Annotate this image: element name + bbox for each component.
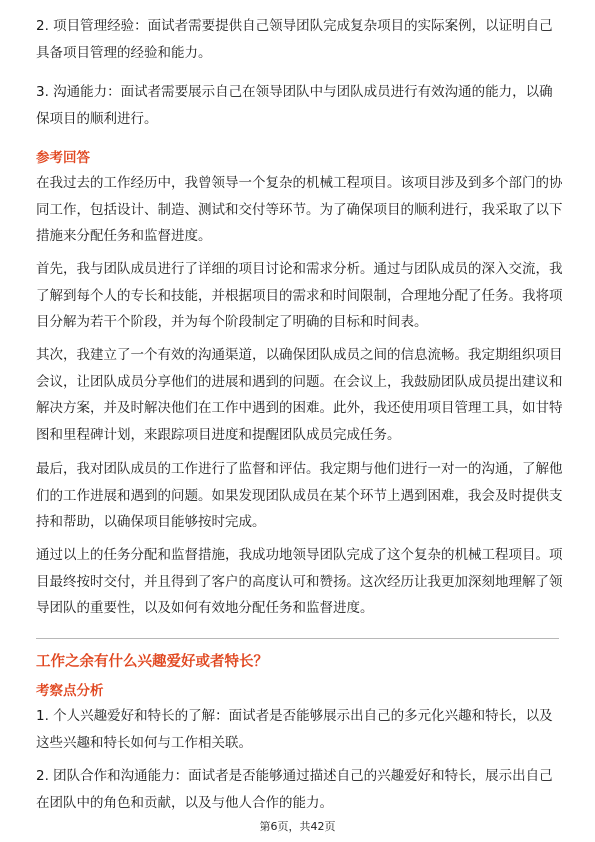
question-title: 工作之余有什么兴趣爱好或者特长？ <box>36 654 268 670</box>
page-number: 第6页，共42页 <box>259 820 336 833</box>
answer-paragraph-3: 其次，我建立了一个有效的沟通渠道，以确保团队成员之间的信息流畅。我定期组织项目会议，让团队成员分享他们的进展和遇到的问题。在会议上，我鼓励团队成员提出建议和解决方案，并及时解决他们在工作中遇到的困难。此外，我还使用项目管理工具，如甘特图和里程碑计划，来跟踪项目进度和提醒团队成员完成任务。 <box>36 347 563 443</box>
section-divider <box>36 638 559 639</box>
answer-paragraph-4: 最后，我对团队成员的工作进行了监督和评估。我定期与他们进行一对一的沟通，了解他们的工作进展和遇到的问题。如果发现团队成员在某个环节上遇到困难，我会及时提供支持和帮助，以确保项目能够按时完成。 <box>36 461 563 531</box>
criteria-item-3: 3. 沟通能力：面试者需要展示自己在领导团队中与团队成员进行有效沟通的能力，以确保项目的顺利进行。 <box>36 84 553 127</box>
answer-paragraph-2: 首先，我与团队成员进行了详细的项目讨论和需求分析。通过与团队成员的深入交流，我了解到每个人的专长和技能，并根据项目的需求和时间限制，合理地分配了任务。我将项目分解为若干个阶段，并为每个阶段制定了明确的目标和时间表。 <box>36 261 563 331</box>
answer-paragraph-1: 在我过去的工作经历中，我曾领导一个复杂的机械工程项目。该项目涉及到多个部门的协同工作，包括设计、制造、测试和交付等环节。为了确保项目的顺利进行，我采取了以下措施来分配任务和监督进度。 <box>36 175 563 245</box>
answer-heading: 参考回答 <box>36 150 90 166</box>
criteria-item-2: 2. 项目管理经验：面试者需要提供自己领导团队完成复杂项目的实际案例，以证明自己具备项目管理的经验和能力。 <box>36 18 553 61</box>
analysis-item-2: 2. 团队合作和沟通能力：面试者是否能够通过描述自己的兴趣爱好和特长，展示出自己在团队中的角色和贡献，以及与他人合作的能力。 <box>36 768 553 811</box>
analysis-heading: 考察点分析 <box>36 683 104 699</box>
answer-paragraph-5: 通过以上的任务分配和监督措施，我成功地领导团队完成了这个复杂的机械工程项目。项目最终按时交付，并且得到了客户的高度认可和赞扬。这次经历让我更加深刻地理解了领导团队的重要性，以及如何有效地分配任务和监督进度。 <box>36 547 563 617</box>
analysis-item-1: 1. 个人兴趣爱好和特长的了解：面试者是否能够展示出自己的多元化兴趣和特长，以及这些兴趣和特长如何与工作相关联。 <box>36 708 553 751</box>
